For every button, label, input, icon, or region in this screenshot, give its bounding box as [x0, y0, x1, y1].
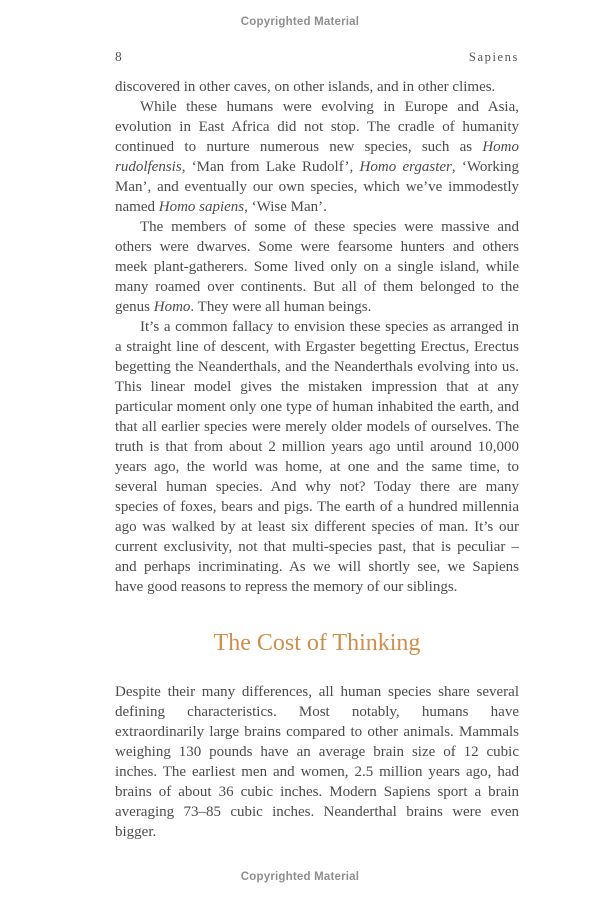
- italic-species-name: Homo rudolfensis: [115, 139, 519, 175]
- running-title: Sapiens: [468, 50, 519, 64]
- paragraph: While these humans were evolving in Europe and Asia, evolution in East Africa did not stop. The cradle of humanity continued to nurture numerous new species, such as Homo rudolfensis, ‘Man from Lake Rudolf’, Homo ergaster, ‘Working Man’, and eventually our own species, which we’ve immodestly named Homo sapiens, ‘Wise Man’.: [115, 99, 519, 215]
- page-number: 8: [115, 49, 122, 64]
- section-heading: The Cost of Thinking: [213, 630, 421, 656]
- copyright-notice-bottom: Copyrighted Material: [240, 871, 360, 883]
- paragraph: discovered in other caves, on other islands, and in other climes.: [115, 79, 496, 95]
- copyright-notice-top: Copyrighted Material: [240, 16, 360, 28]
- paragraph: It’s a common fallacy to envision these species as arranged in a straight line of descent, with Ergaster begetting Erectus, Erectus begetting the Neanderthals, and the Neanderthals evolving into us. This linear model gives the mistaken impression that at any particular moment only one type of human inhabited the earth, and that all earlier species were merely older models of ourselves. The truth is that from about 2 million years ago until around 10,000 years ago, the world was home, at one and the same time, to several human species. And why not? Today there are many species of foxes, bears and pigs. The earth of a hundred millennia ago was walked by at least six different species of man. It’s our current exclusivity, not that multi-species past, that is peculiar – and perhaps incriminating. As we will shortly see, we Sapiens have good reasons to repress the memory of our siblings.: [115, 319, 519, 595]
- paragraphs-after-heading: [115, 682, 519, 842]
- italic-species-name: Homo sapiens: [158, 199, 245, 215]
- running-header: [115, 49, 519, 65]
- paragraph: Despite their many differences, all human species share several defining characteristics. Most notably, humans have extraordinarily large brains compared to other animals. Mammals weighing 130 pounds have an average brain size of 12 cubic inches. The earliest men and women, 2.5 million years ago, had brains of about 36 cubic inches. Modern Sapiens sport a brain averaging 73–85 cubic inches. Neanderthal brains were even bigger.: [115, 684, 519, 840]
- paragraph: The members of some of these species were massive and others were dwarves. Some were fearsome hunters and others meek plant-gatherers. Some lived only on a single island, while many roamed over continents. But all of them belonged to the genus Homo. They were all human beings.: [115, 219, 519, 315]
- italic-species-name: Homo ergaster: [359, 159, 452, 175]
- page-content: [115, 77, 519, 842]
- paragraphs-before-heading: [115, 77, 519, 597]
- italic-species-name: Homo: [153, 299, 191, 315]
